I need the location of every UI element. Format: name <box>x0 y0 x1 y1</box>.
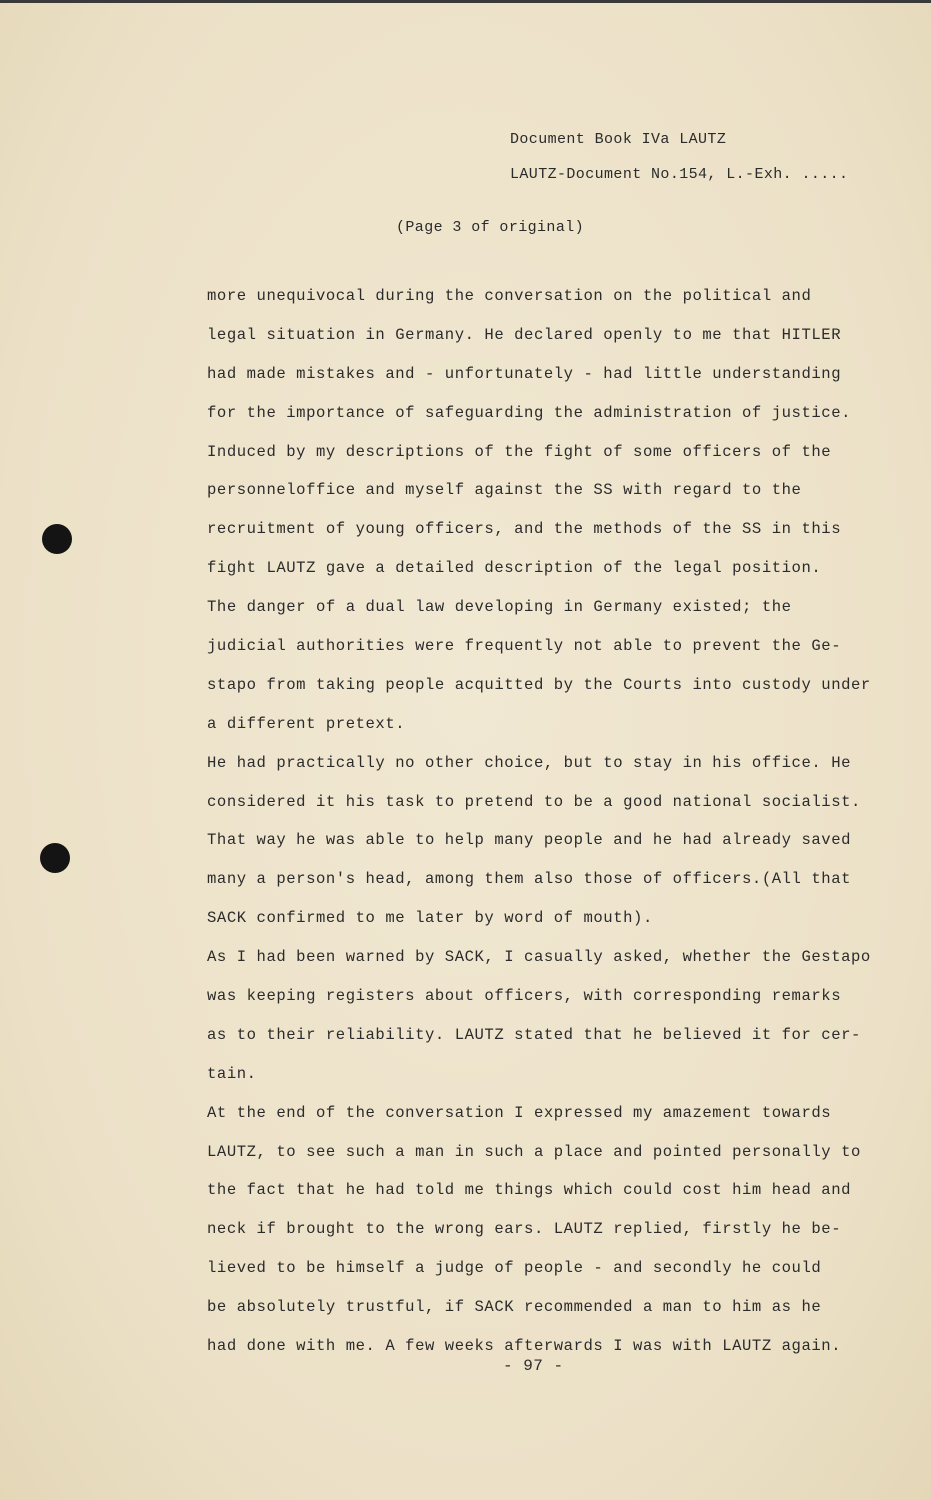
text-line: neck if brought to the wrong ears. LAUTZ replied, firstly he be- <box>207 1220 842 1239</box>
text-line: recruitment of young officers, and the methods of the SS in this <box>207 520 842 539</box>
text-line: the fact that he had told me things which could cost him head and <box>207 1181 852 1200</box>
text-line: That way he was able to help many people and he had already saved <box>207 831 852 850</box>
page-top-edge <box>0 0 931 3</box>
text-line: personneloffice and myself against the SS with regard to the <box>207 481 802 500</box>
text-line: Induced by my descriptions of the fight of some officers of the <box>207 442 832 461</box>
text-line: many a person's head, among them also those of officers.(All that <box>207 870 852 889</box>
text-line: fight LAUTZ gave a detailed description of the legal position. <box>207 559 822 578</box>
text-line: a different pretext. <box>207 714 406 733</box>
text-line: had done with me. A few weeks afterwards I was with LAUTZ again. <box>207 1337 842 1356</box>
punch-hole <box>40 843 70 873</box>
text-line: As I had been warned by SACK, I casually asked, whether the Gestapo <box>207 948 871 967</box>
body-text <box>207 284 887 1373</box>
text-line: for the importance of safeguarding the administration of justice. <box>207 403 852 422</box>
page-number: - 97 - <box>503 1357 564 1375</box>
text-line: SACK confirmed to me later by word of mouth). <box>207 909 653 928</box>
document-book-label: Document Book IVa LAUTZ <box>510 131 727 148</box>
punch-hole <box>42 524 72 554</box>
text-line: He had practically no other choice, but to stay in his office. He <box>207 753 852 772</box>
text-line: At the end of the conversation I expressed my amazement towards <box>207 1103 832 1122</box>
text-line: was keeping registers about officers, with corresponding remarks <box>207 987 842 1006</box>
text-line: stapo from taking people acquitted by the Courts into custody under <box>207 675 871 694</box>
text-line: LAUTZ, to see such a man in such a place and pointed personally to <box>207 1142 861 1161</box>
page-reference: (Page 3 of original) <box>396 219 585 236</box>
text-line: lieved to be himself a judge of people - and secondly he could <box>207 1259 822 1278</box>
text-line: legal situation in Germany. He declared openly to me that HITLER <box>207 325 842 344</box>
text-line: tain. <box>207 1064 257 1083</box>
text-line: judicial authorities were frequently not able to prevent the Ge- <box>207 637 842 656</box>
text-line: as to their reliability. LAUTZ stated that he believed it for cer- <box>207 1025 861 1044</box>
text-line: be absolutely trustful, if SACK recommended a man to him as he <box>207 1298 822 1317</box>
document-number-label: LAUTZ-Document No.154, L.-Exh. ..... <box>510 166 849 183</box>
text-line: had made mistakes and - unfortunately - had little understanding <box>207 364 842 383</box>
text-line: The danger of a dual law developing in Germany existed; the <box>207 598 792 617</box>
text-line: more unequivocal during the conversation on the political and <box>207 287 812 305</box>
text-line: considered it his task to pretend to be a good national socialist. <box>207 792 861 811</box>
